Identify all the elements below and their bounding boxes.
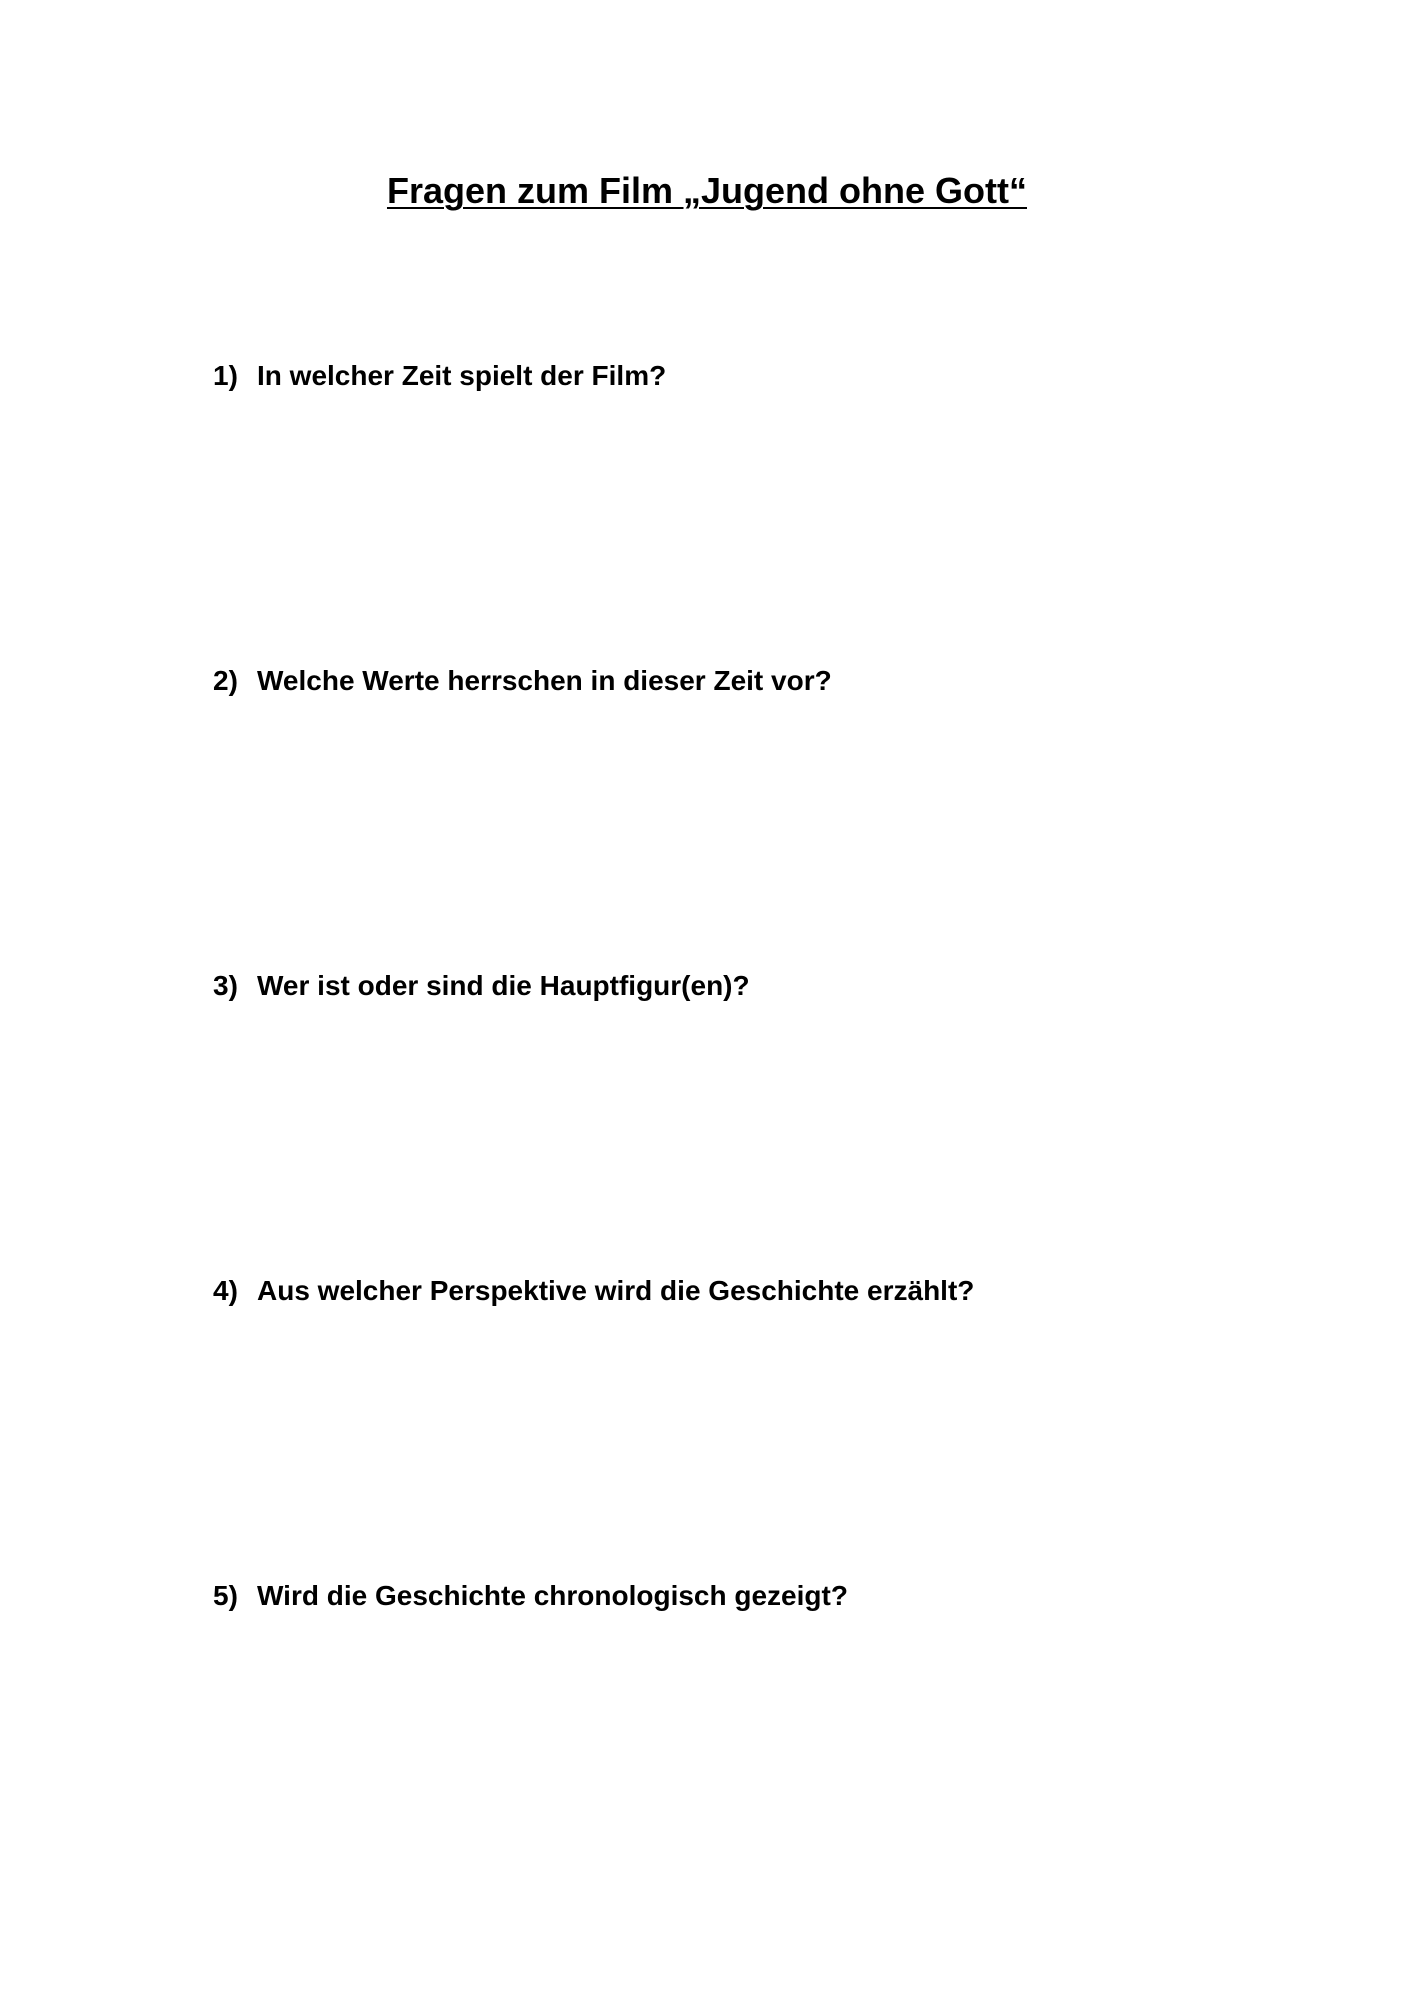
question-text: Aus welcher Perspektive wird die Geschichte erzählt? [257,1275,975,1306]
question-number: 2) [213,665,238,696]
question-number: 3) [213,970,238,1001]
question-text: In welcher Zeit spielt der Film? [257,360,667,391]
question-4 [213,1275,974,1307]
page-title: Fragen zum Film „Jugend ohne Gott“ [386,170,1027,211]
question-1 [213,360,666,392]
question-text: Welche Werte herrschen in dieser Zeit vor? [257,665,832,696]
question-3 [213,970,750,1002]
question-5 [213,1580,848,1612]
question-number: 4) [213,1275,238,1306]
question-number: 5) [213,1580,238,1611]
question-text: Wird die Geschichte chronologisch gezeigt? [257,1580,848,1611]
question-number: 1) [213,360,238,391]
question-2 [213,665,832,697]
question-text: Wer ist oder sind die Hauptfigur(en)? [257,970,750,1001]
